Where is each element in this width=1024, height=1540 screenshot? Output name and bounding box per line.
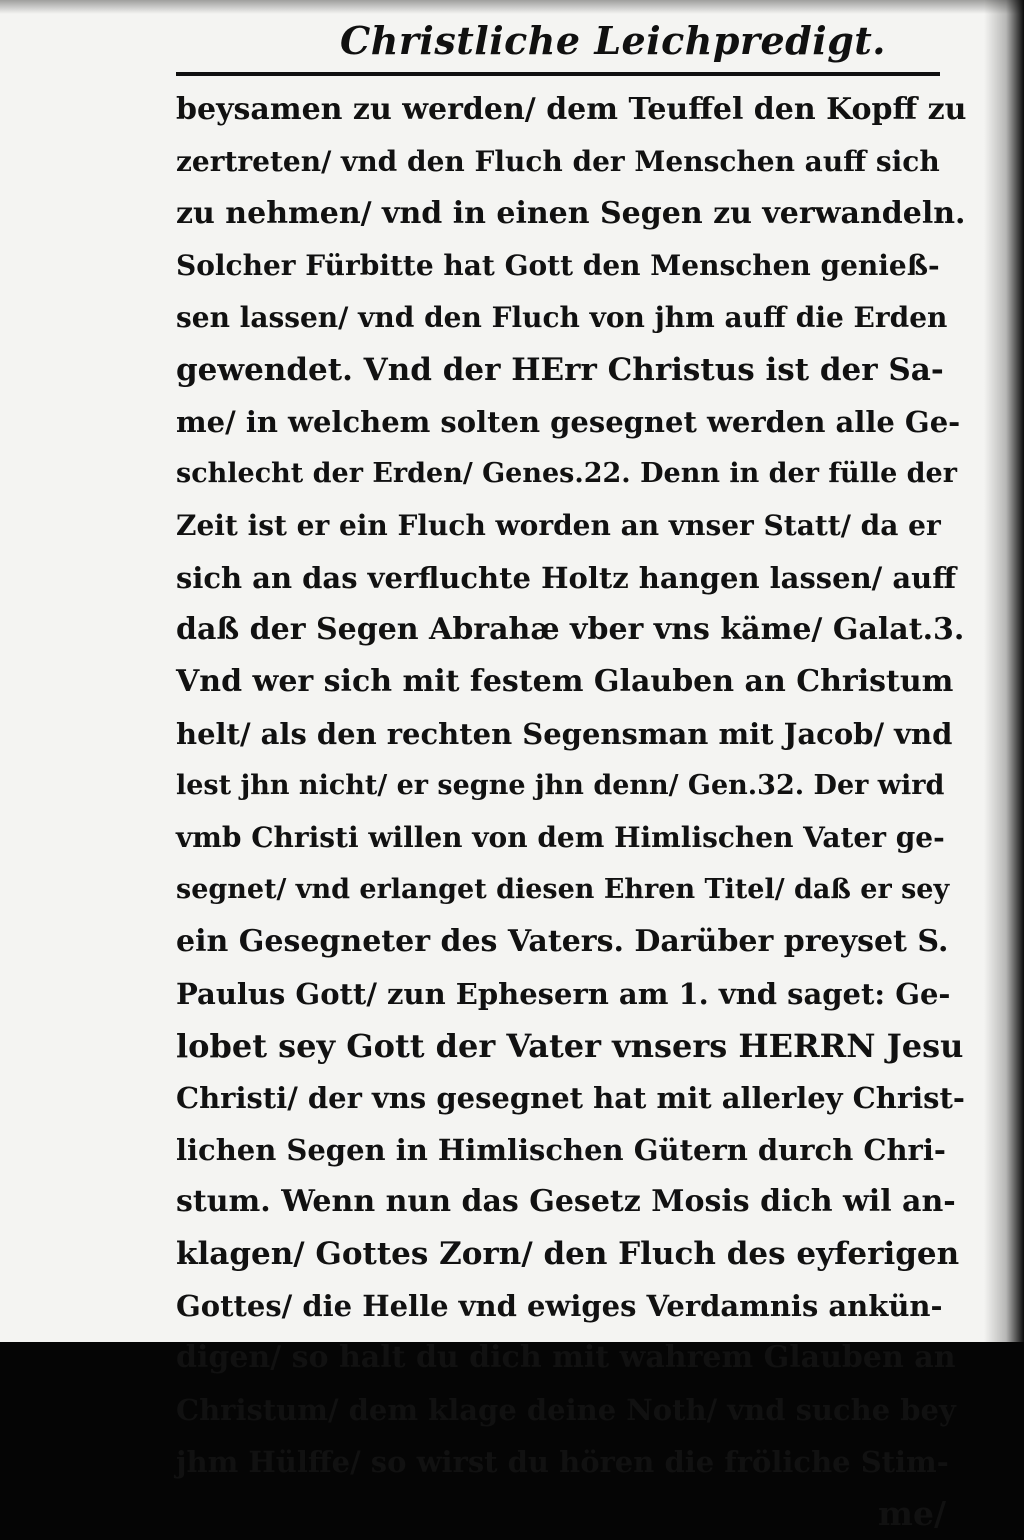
scan-top-shadow <box>0 0 1024 14</box>
text-line: jhm Hülffe/ so wirst du hören die fröliche Stim- <box>176 1445 949 1479</box>
text-line: Paulus Gott/ zun Ephesern am 1. vnd saget: Ge- <box>176 977 951 1011</box>
text-line: segnet/ vnd erlanget diesen Ehren Titel/ daß er sey <box>176 874 950 905</box>
text-line: vmb Christi willen von dem Himlischen Vater ge- <box>176 821 945 854</box>
text-line: Solcher Fürbitte hat Gott den Menschen genieß- <box>176 249 940 282</box>
text-line: zertreten/ vnd den Fluch der Menschen auff sich <box>176 145 940 178</box>
text-line: sen lassen/ vnd den Fluch von jhm auff die Erden <box>176 301 948 334</box>
text-line: lest jhn nicht/ er segne jhn denn/ Gen.32. Der wird <box>176 770 945 801</box>
running-title: Christliche Leichpredigt. <box>340 18 887 63</box>
text-line: sich an das verfluchte Holtz hangen lassen/ auff <box>176 561 957 595</box>
text-line: beysamen zu werden/ dem Teuffel den Kopff zu <box>176 92 967 127</box>
scan-right-shadow <box>984 0 1024 1342</box>
text-line: gewendet. Vnd der HErr Christus ist der Sa- <box>176 352 944 388</box>
text-line: zu nehmen/ vnd in einen Segen zu verwandeln. <box>176 196 966 231</box>
text-line: ein Gesegneter des Vaters. Darüber preyset S. <box>176 924 949 959</box>
text-line: lichen Segen in Himlischen Gütern durch Chri- <box>176 1133 946 1167</box>
body-text <box>176 84 966 1540</box>
text-line: me/ in welchem solten gesegnet werden alle Ge- <box>176 405 961 439</box>
text-line: Gottes/ die Helle vnd ewiges Verdamnis ankün- <box>176 1289 943 1323</box>
text-line: Christum/ dem klage deine Noth/ vnd suche bey <box>176 1393 956 1427</box>
header-rule <box>176 72 940 76</box>
text-line: Christi/ der vns gesegnet hat mit allerley Christ- <box>176 1081 965 1115</box>
text-line: Vnd wer sich mit festem Glauben an Christum <box>176 664 954 699</box>
text-line: digen/ so halt du dich mit wahrem Glauben an <box>176 1340 956 1375</box>
text-line: schlecht der Erden/ Genes.22. Denn in der fülle der <box>176 458 957 489</box>
text-line: stum. Wenn nun das Gesetz Mosis dich wil an- <box>176 1184 956 1219</box>
catchword: me/ <box>878 1494 946 1533</box>
text-line: Zeit ist er ein Fluch worden an vnser Statt/ da er <box>176 509 941 542</box>
text-line: helt/ als den rechten Segensman mit Jacob/ vnd <box>176 717 953 751</box>
text-line: daß der Segen Abrahæ vber vns käme/ Galat.3. <box>176 612 965 647</box>
text-line: klagen/ Gottes Zorn/ den Fluch des eyferigen <box>176 1236 960 1272</box>
text-line: lobet sey Gott der Vater vnsers HERRN Jesu <box>176 1027 964 1065</box>
